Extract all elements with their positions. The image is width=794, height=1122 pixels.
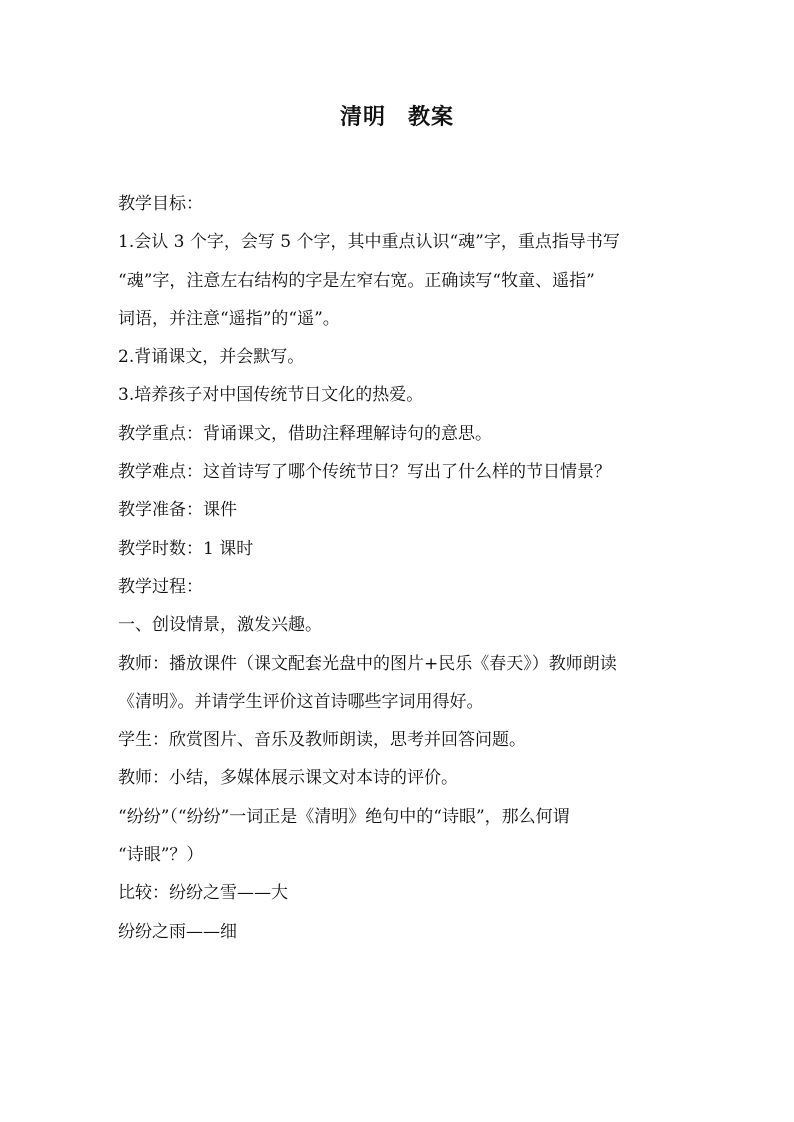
text-line: 1.会认 3 个字，会写 5 个字，其中重点认识“魂”字，重点指导书写	[118, 232, 620, 253]
page-title	[0, 100, 794, 136]
text-line: “纷纷”（“纷纷”一词正是《清明》绝句中的“诗眼”，那么何谓	[118, 806, 570, 827]
section-heading-goals: 教学目标：	[118, 194, 203, 214]
text-line: “诗眼”？）	[118, 845, 204, 866]
text-line: 3.培养孩子对中国传统节日文化的热爱。	[118, 385, 424, 406]
section-heading-process: 教学过程：	[118, 576, 203, 597]
text-line: 教学准备：课件	[118, 500, 237, 521]
text-line: 一、创设情景，激发兴趣。	[118, 615, 322, 636]
title-part-1: 清明	[339, 105, 386, 130]
text-line: “魂”字，注意左右结构的字是左窄右宽。正确读写“牧童、遥指”	[118, 270, 595, 291]
text-line: 词语，并注意“遥指”的“遥”。	[118, 308, 340, 329]
text-line: 教师：小结，多媒体展示课文对本诗的评价。	[118, 768, 458, 789]
text-line: 教师：播放课件（课文配套光盘中的图片+民乐《春天》）教师朗读	[118, 653, 617, 674]
text-line: 学生：欣赏图片、音乐及教师朗读，思考并回答问题。	[118, 730, 526, 751]
text-line: 比较：纷纷之雪——大	[118, 883, 288, 904]
title-part-2: 教案	[408, 105, 455, 130]
text-line: 《清明》。并请学生评价这首诗哪些字词用得好。	[118, 691, 484, 712]
document-body	[118, 185, 683, 951]
text-line: 教学时数：1 课时	[118, 538, 254, 559]
text-line: 2.背诵课文，并会默写。	[118, 347, 305, 368]
text-line: 教学重点：背诵课文，借助注释理解诗句的意思。	[118, 423, 492, 444]
text-line: 纷纷之雨——细	[118, 921, 237, 942]
text-line: 教学难点：这首诗写了哪个传统节日？写出了什么样的节日情景？	[118, 462, 611, 483]
